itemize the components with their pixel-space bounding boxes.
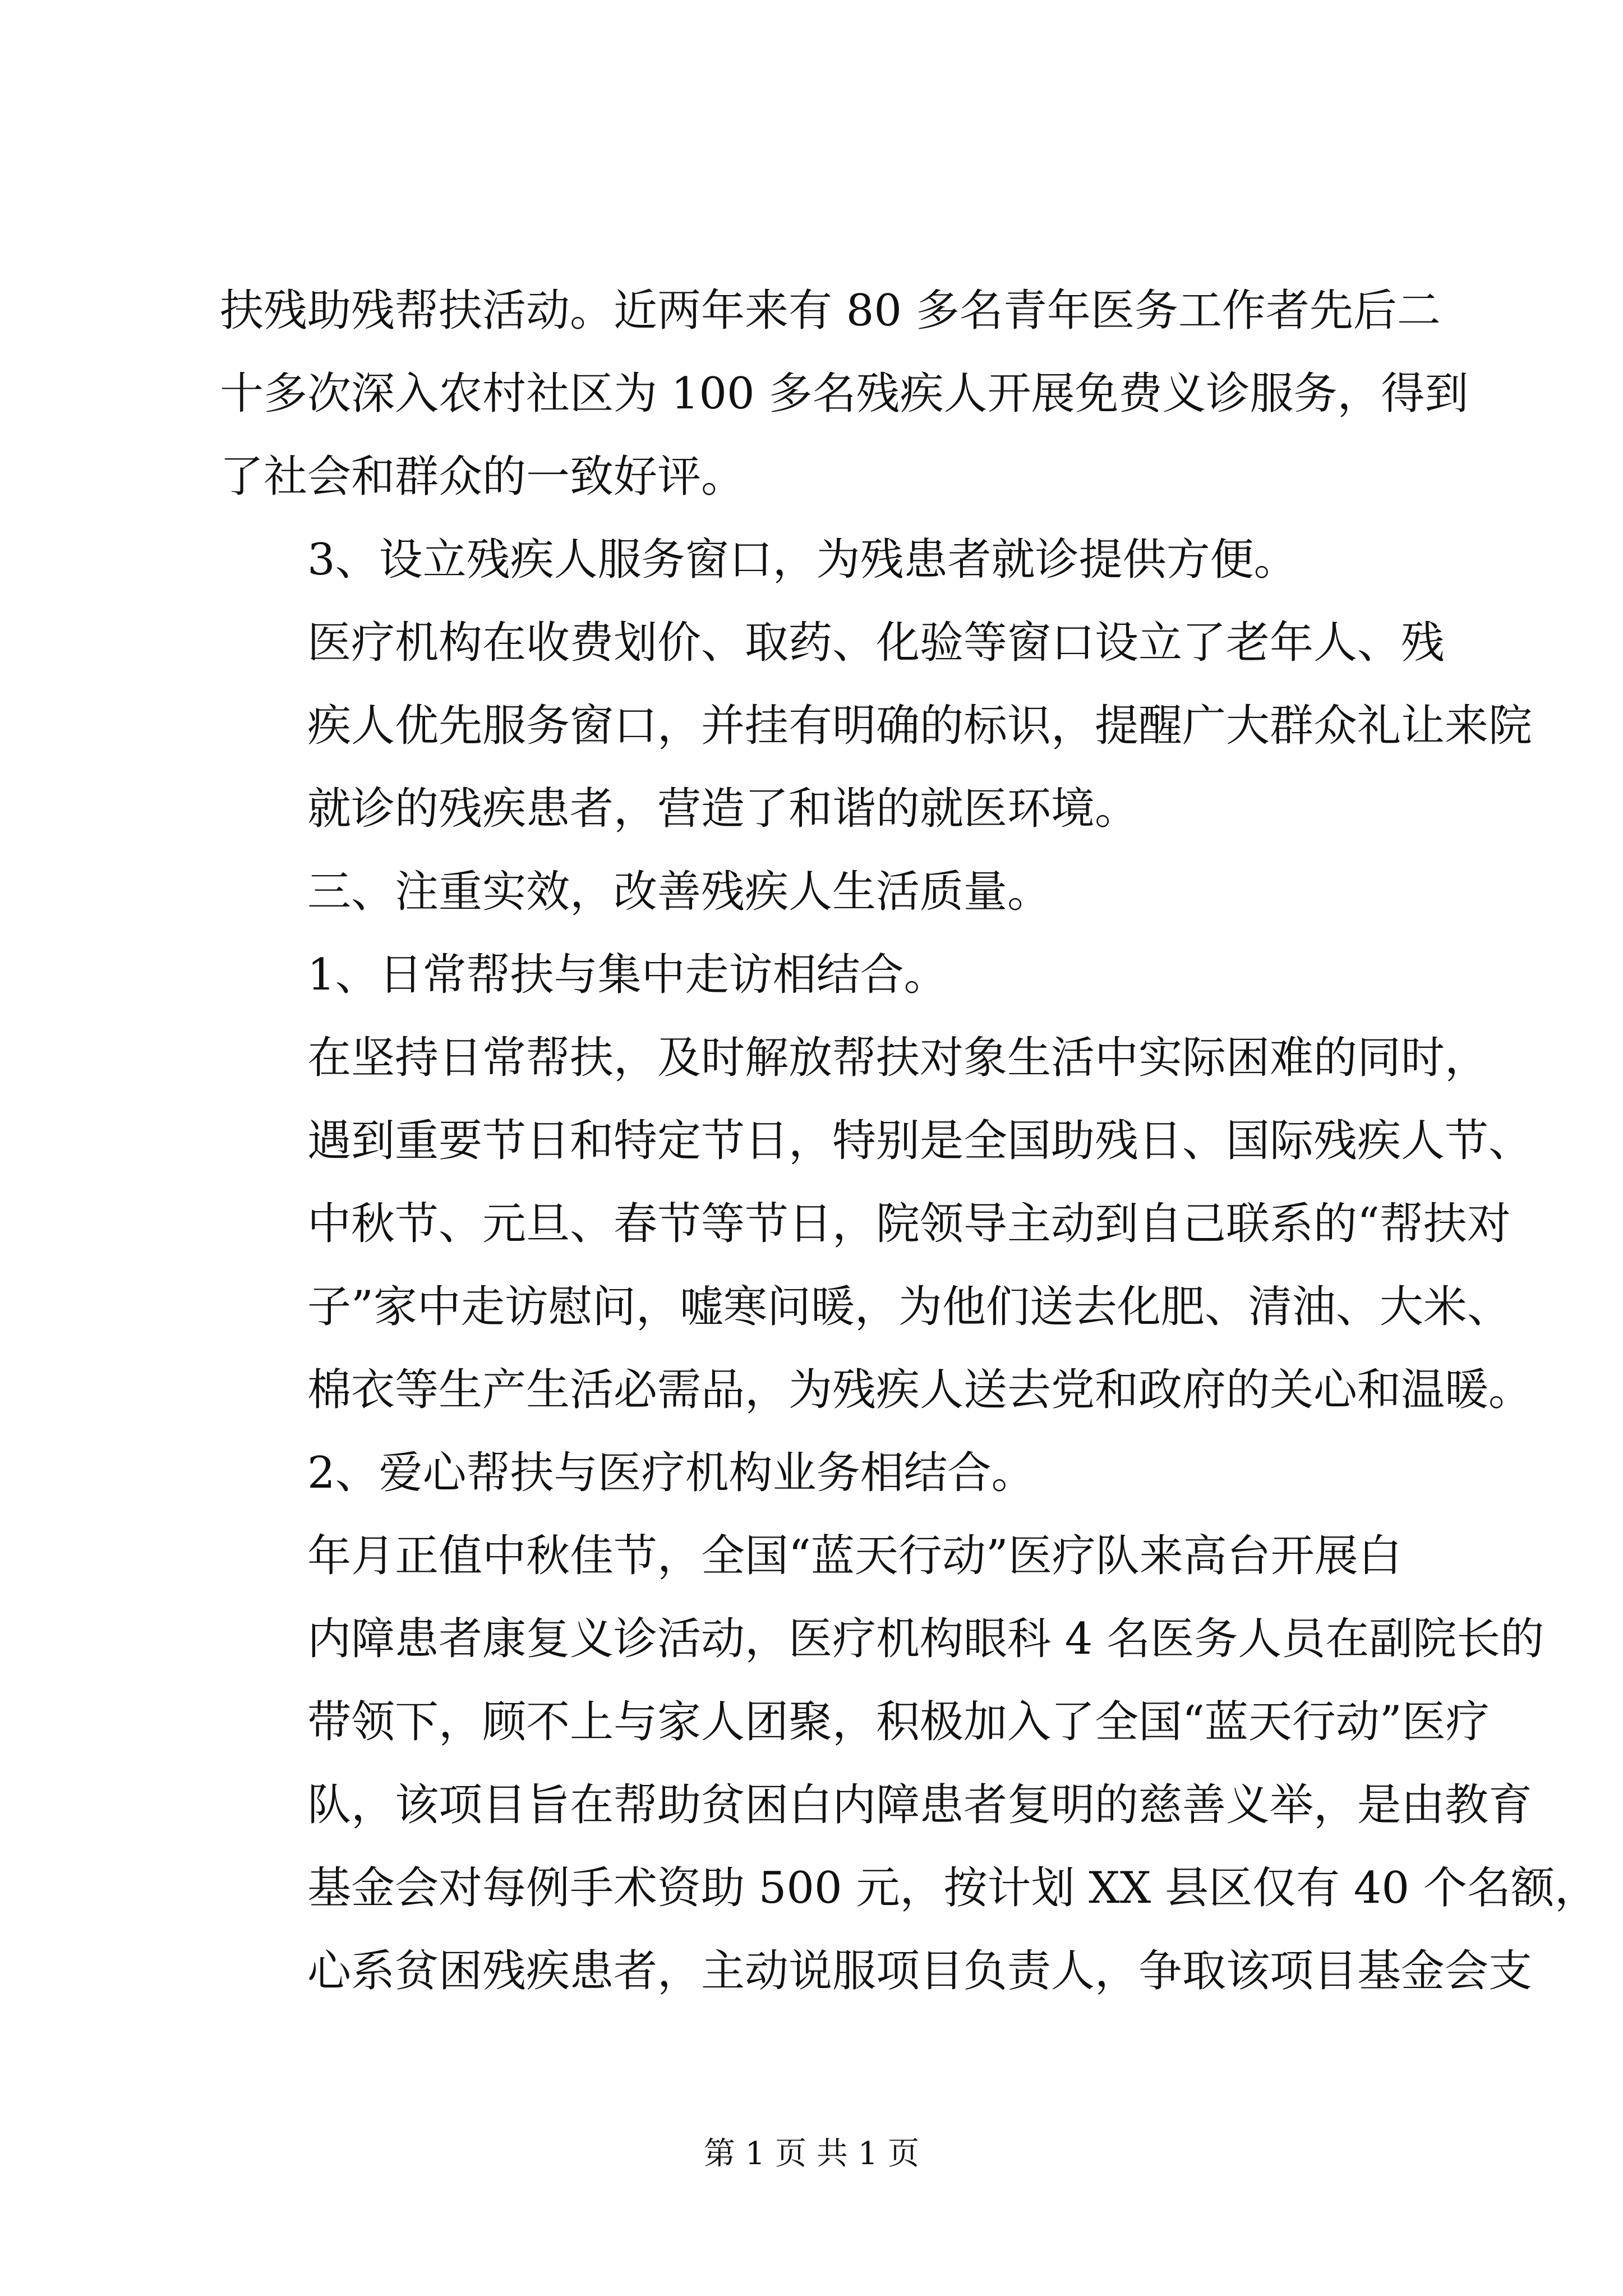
page-footer: 第 1 页 共 1 页 <box>703 2136 920 2172</box>
paragraph <box>220 850 1431 933</box>
paragraph <box>220 1016 1533 1432</box>
text-line: 3、设立残疾人服务窗口，为残患者就诊提供方便。 <box>307 535 1298 585</box>
text-line: 子”家中走访慰问，嘘寒问暖，为他们送去化肥、清油、大米、 <box>307 1282 1511 1332</box>
text-line: 在坚持日常帮扶，及时解放帮扶对象生活中实际困难的同时， <box>307 1033 1489 1083</box>
document-body <box>220 269 1598 2013</box>
text-line: 2、爱心帮扶与医疗机构业务相结合。 <box>307 1448 1035 1498</box>
text-line: 队，该项目旨在帮助贫困白内障患者复明的慈善义举，是由教育 <box>307 1780 1533 1830</box>
text-line: 中秋节、元旦、春节等节日，院领导主动到自己联系的“帮扶对 <box>307 1199 1511 1249</box>
text-line: 棉衣等生产生活必需品，为残疾人送去党和政府的关心和温暖。 <box>307 1365 1533 1415</box>
text-line: 了社会和群众的一致好评。 <box>220 452 745 502</box>
text-line: 基金会对每例手术资助 500 元，按计划 XX 县区仅有 40 个名额， <box>307 1863 1598 1913</box>
paragraph <box>220 601 1533 850</box>
text-line: 就诊的残疾患者，营造了和谐的就医环境。 <box>307 784 1139 834</box>
paragraph <box>220 1515 1598 2013</box>
paragraph <box>220 518 1431 601</box>
text-line: 扶残助残帮扶活动。近两年来有 80 多名青年医务工作者先后二 <box>220 286 1441 336</box>
paragraph <box>220 269 1469 518</box>
paragraph <box>220 1432 1431 1515</box>
text-line: 心系贫困残疾患者，主动说服项目负责人，争取该项目基金会支 <box>307 1946 1533 1996</box>
text-line: 医疗机构在收费划价、取药、化验等窗口设立了老年人、残 <box>307 618 1445 668</box>
paragraph <box>220 933 1431 1016</box>
text-line: 年月正值中秋佳节，全国“蓝天行动”医疗队来高台开展白 <box>307 1531 1402 1581</box>
text-line: 遇到重要节日和特定节日，特别是全国助残日、国际残疾人节、 <box>307 1116 1533 1166</box>
text-line: 带领下，顾不上与家人团聚，积极加入了全国“蓝天行动”医疗 <box>307 1697 1490 1747</box>
text-line: 三、注重实效，改善残疾人生活质量。 <box>307 867 1052 917</box>
text-line: 十多次深入农村社区为 100 多名残疾人开展免费义诊服务，得到 <box>220 369 1469 419</box>
text-line: 1、日常帮扶与集中走访相结合。 <box>307 950 948 1000</box>
text-line: 疾人优先服务窗口，并挂有明确的标识，提醒广大群众礼让来院 <box>307 701 1533 751</box>
text-line: 内障患者康复义诊活动，医疗机构眼科 4 名医务人员在副院长的 <box>307 1614 1544 1664</box>
